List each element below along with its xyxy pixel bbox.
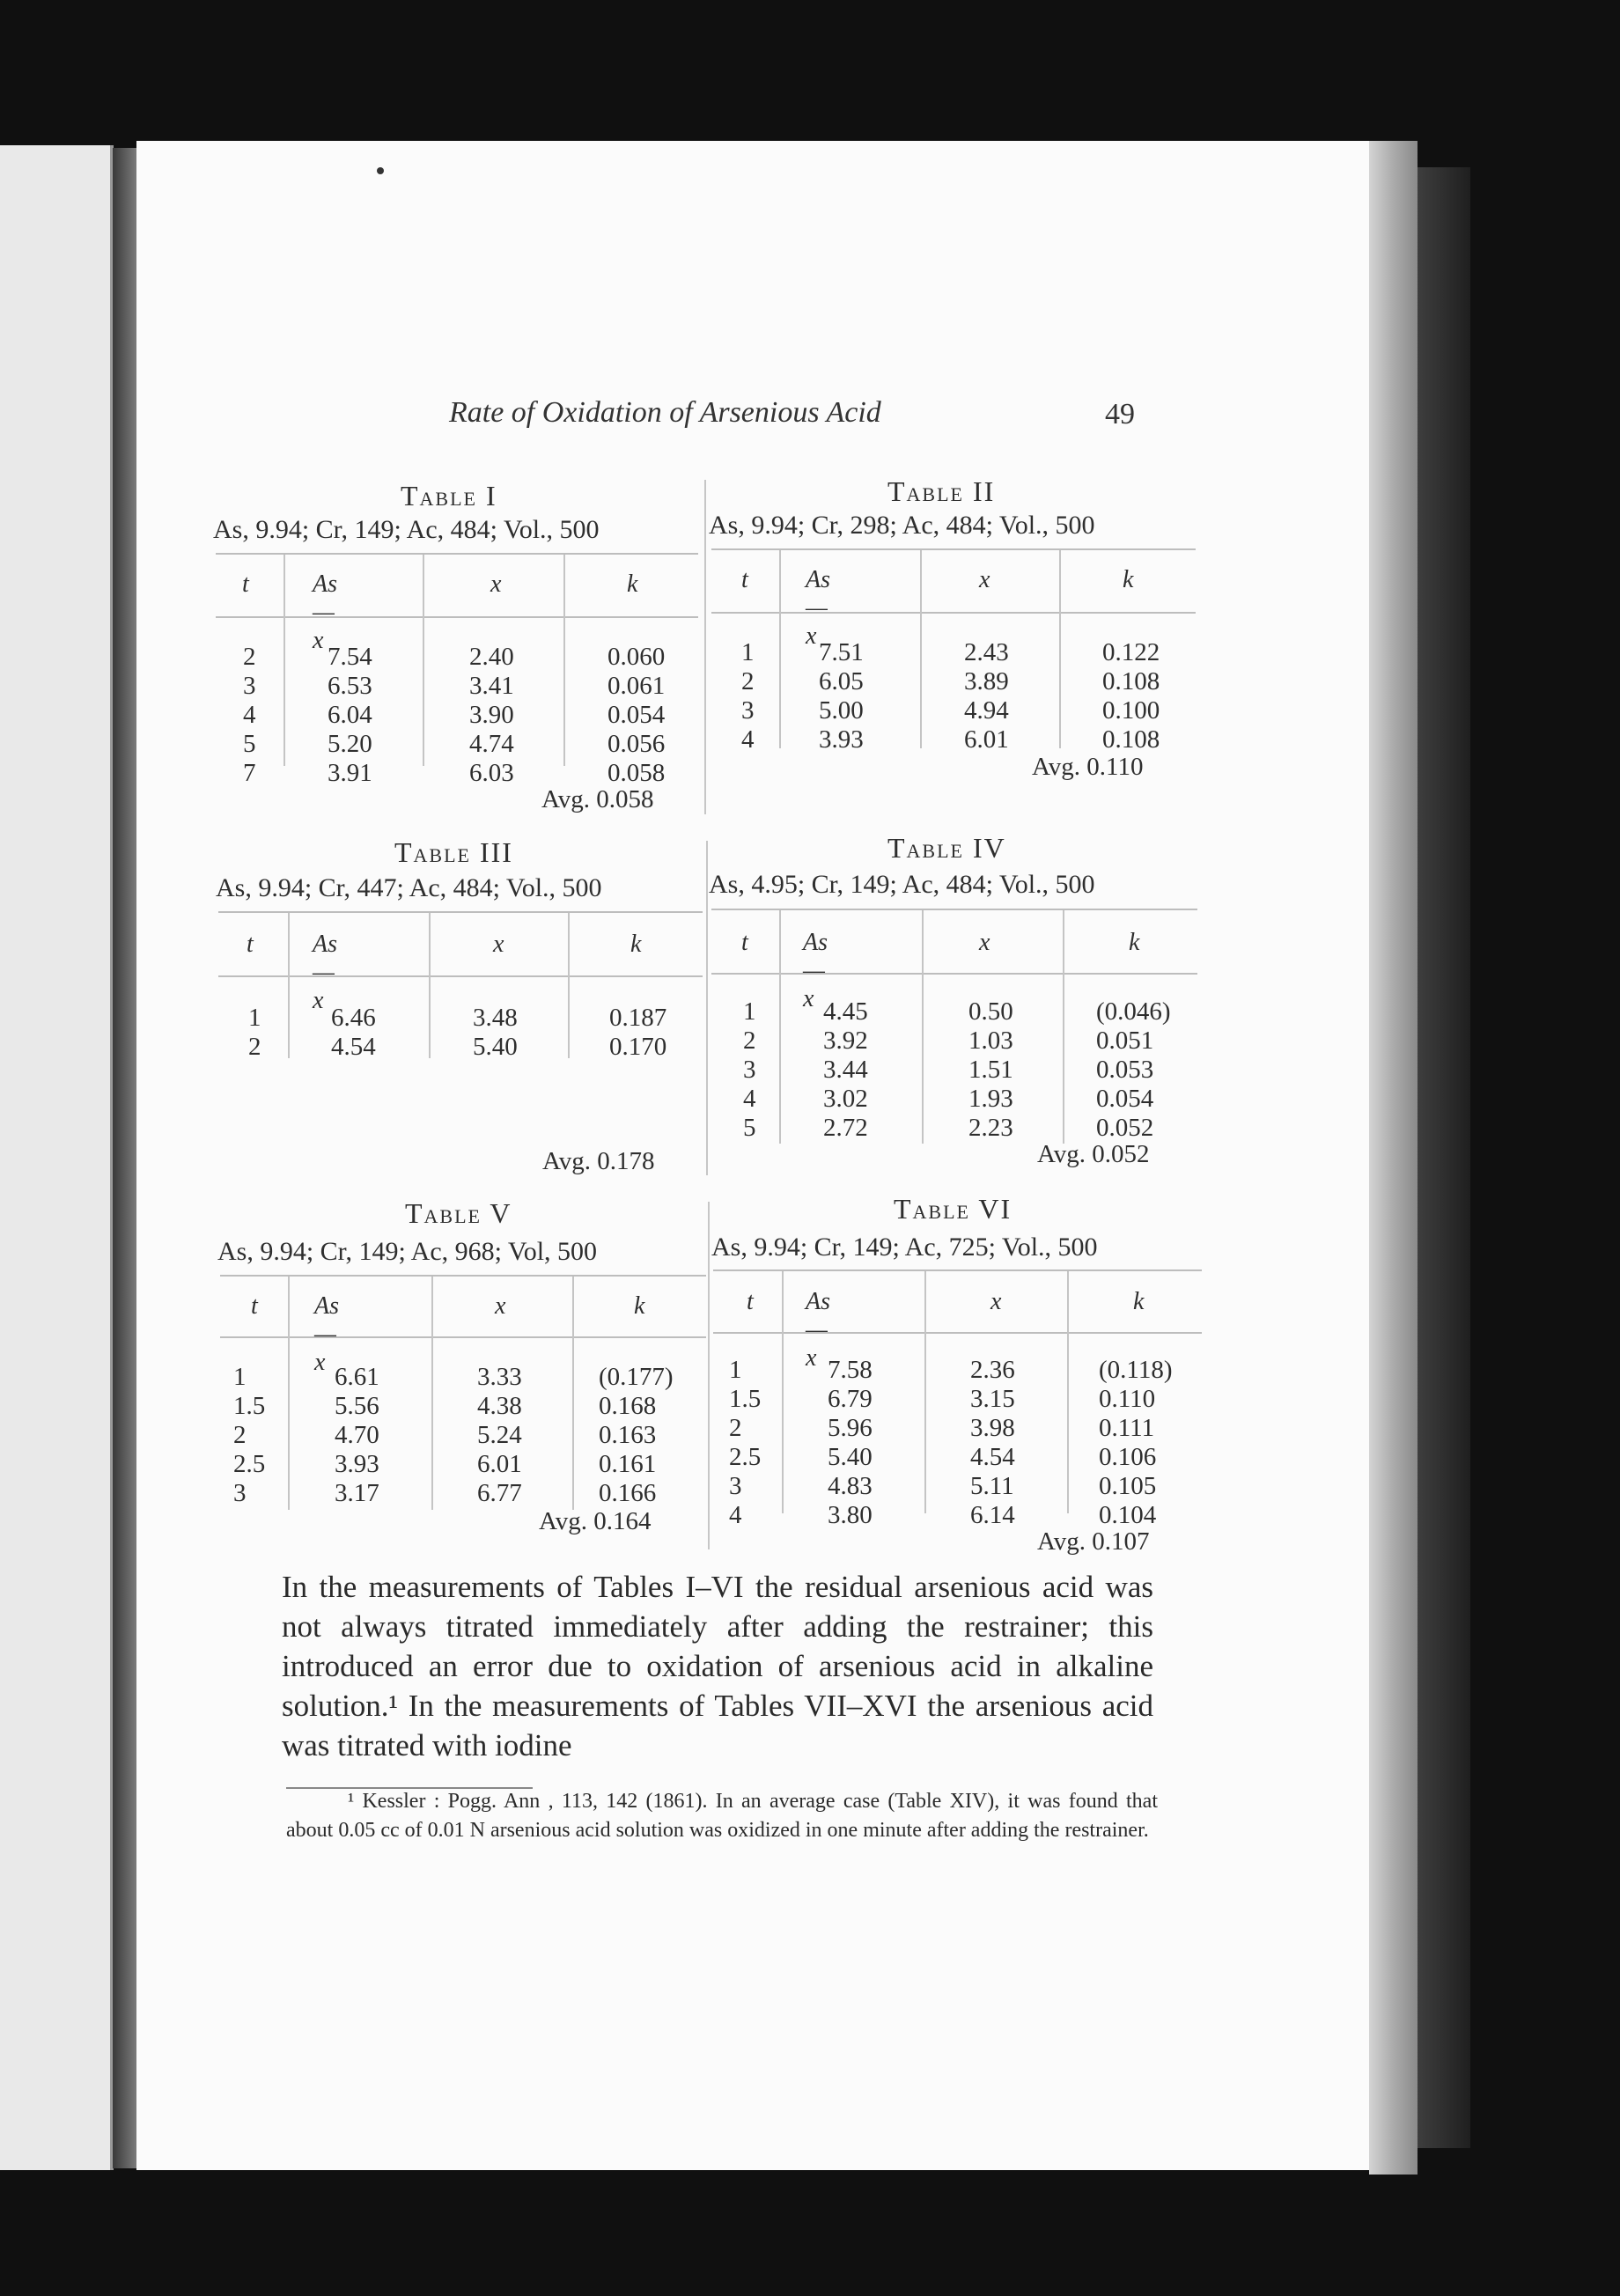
table-col-t: 1 1.5 2 2.5 3 4	[729, 1356, 762, 1529]
col-header-k: k	[634, 1292, 645, 1320]
table-vline	[779, 910, 781, 1144]
col-header-as-minus-x: As — x	[313, 570, 337, 654]
table-rule	[711, 909, 1197, 910]
column-divider	[708, 1202, 710, 1549]
table-col-x: 2.40 3.41 3.90 4.74 6.03	[469, 643, 514, 787]
table-vline	[782, 1271, 784, 1513]
col-header-t: t	[251, 1292, 258, 1320]
table-rule	[711, 973, 1197, 975]
table-average: Avg. 0.107	[1037, 1527, 1150, 1556]
col-header-x: x	[493, 931, 504, 958]
table-rule	[220, 1275, 706, 1277]
table-vline	[1063, 910, 1064, 1144]
col-header-k: k	[1133, 1288, 1145, 1315]
ink-speck	[377, 167, 384, 174]
table-vline	[1059, 550, 1061, 748]
footnote-text: ¹ Kessler : Pogg. Ann , 113, 142 (1861). In an average case (Table XIV), it was found that about 0.05 cc of 0.01 N arsenious acid solution was oxidized in one minute after adding the restrainer.	[286, 1790, 1158, 1842]
table-col-as-minus-x: 4.45 3.92 3.44 3.02 2.72	[823, 997, 868, 1142]
table-col-as-minus-x: 7.54 6.53 6.04 5.20 3.91	[328, 643, 372, 787]
col-header-k: k	[1129, 929, 1140, 956]
col-header-t: t	[242, 570, 249, 598]
table-rule	[216, 553, 698, 555]
col-header-t: t	[741, 929, 748, 956]
table-col-as-minus-x: 6.61 5.56 4.70 3.93 3.17	[335, 1363, 379, 1507]
table-average: Avg. 0.178	[542, 1147, 655, 1175]
table-rule	[713, 1269, 1202, 1271]
col-header-as-minus-x: As — x	[313, 931, 337, 1014]
col-header-x: x	[979, 929, 990, 956]
col-header-x: x	[495, 1292, 506, 1320]
col-header-k: k	[630, 931, 642, 958]
col-header-as-minus-x: As — x	[806, 566, 830, 650]
table-average: Avg. 0.052	[1037, 1140, 1150, 1168]
page-stack-edge	[1369, 141, 1418, 2175]
col-header-as-minus-x: As — x	[806, 1288, 830, 1372]
table-col-x: 2.36 3.15 3.98 4.54 5.11 6.14	[970, 1356, 1015, 1529]
table-vline	[572, 1277, 574, 1510]
table-average: Avg. 0.164	[539, 1507, 652, 1535]
table-vline	[288, 1277, 290, 1510]
table-conditions: As, 9.94; Cr, 149; Ac, 484; Vol., 500	[213, 515, 600, 544]
book-gutter	[113, 148, 137, 2168]
col-header-as-minus-x: As — x	[314, 1292, 339, 1376]
table-rule	[220, 1336, 706, 1338]
table-col-t: 1 1.5 2 2.5 3	[233, 1363, 266, 1507]
table-vline	[288, 913, 290, 1058]
table-conditions: As, 9.94; Cr, 149; Ac, 968; Vol, 500	[217, 1237, 598, 1266]
table-col-k: 0.060 0.061 0.054 0.056 0.058	[608, 643, 666, 787]
table-vline	[563, 555, 565, 766]
table-conditions: As, 4.95; Cr, 149; Ac, 484; Vol., 500	[709, 870, 1095, 899]
table-title: Table IV	[887, 832, 1006, 864]
table-col-x: 3.33 4.38 5.24 6.01 6.77	[477, 1363, 522, 1507]
table-rule	[711, 612, 1196, 614]
table-col-x: 0.50 1.03 1.51 1.93 2.23	[968, 997, 1013, 1142]
table-rule	[713, 1332, 1202, 1334]
table-vline	[423, 555, 424, 766]
table-col-k: (0.177) 0.168 0.163 0.161 0.166	[599, 1363, 674, 1507]
table-rule	[711, 548, 1196, 550]
table-title: Table II	[887, 475, 996, 507]
table-rule	[218, 975, 703, 977]
table-col-as-minus-x: 7.58 6.79 5.96 5.40 4.83 3.80	[828, 1356, 873, 1529]
table-col-x: 3.48 5.40	[473, 1004, 518, 1061]
table-average: Avg. 0.110	[1032, 753, 1144, 781]
table-vline	[284, 555, 285, 766]
table-vline	[920, 550, 922, 748]
table-col-t: 1 2 3 4 5	[743, 997, 756, 1142]
table-col-as-minus-x: 6.46 4.54	[331, 1004, 376, 1061]
table-col-t: 1 2 3 4	[741, 638, 755, 754]
table-title: Table I	[401, 480, 497, 511]
table-col-as-minus-x: 7.51 6.05 5.00 3.93	[819, 638, 864, 754]
table-title: Table III	[394, 836, 513, 868]
facing-page-edge	[0, 145, 114, 2170]
table-conditions: As, 9.94; Cr, 149; Ac, 725; Vol., 500	[711, 1233, 1098, 1262]
table-vline	[924, 1271, 926, 1513]
col-header-k: k	[1123, 566, 1134, 593]
col-header-t: t	[747, 1288, 754, 1315]
table-title: Table V	[405, 1197, 512, 1229]
column-divider	[706, 841, 708, 1175]
table-vline	[431, 1277, 433, 1510]
book-cover-edge	[1418, 167, 1470, 2148]
table-vline	[429, 913, 431, 1058]
col-header-t: t	[247, 931, 254, 958]
table-average: Avg. 0.058	[541, 785, 654, 813]
table-conditions: As, 9.94; Cr, 298; Ac, 484; Vol., 500	[709, 511, 1095, 540]
footnote	[286, 1787, 1158, 1845]
col-header-x: x	[990, 1288, 1002, 1315]
table-col-k: 0.187 0.170	[609, 1004, 667, 1061]
page-number: 49	[1105, 398, 1135, 430]
col-header-as-minus-x: As — x	[803, 929, 828, 1012]
col-header-x: x	[979, 566, 990, 593]
table-title: Table VI	[894, 1193, 1012, 1225]
table-rule	[216, 616, 698, 618]
table-col-t: 1 2	[248, 1004, 261, 1061]
table-conditions: As, 9.94; Cr, 447; Ac, 484; Vol., 500	[216, 873, 602, 902]
table-col-k: (0.118) 0.110 0.111 0.106 0.105 0.104	[1099, 1356, 1173, 1529]
col-header-x: x	[490, 570, 502, 598]
table-rule	[218, 911, 703, 913]
table-vline	[779, 550, 781, 748]
table-col-x: 2.43 3.89 4.94 6.01	[964, 638, 1009, 754]
book-page	[136, 141, 1369, 2170]
running-head: Rate of Oxidation of Arsenious Acid	[449, 396, 881, 429]
col-header-k: k	[627, 570, 638, 598]
table-vline	[1067, 1271, 1069, 1513]
table-col-k: (0.046) 0.051 0.053 0.054 0.052	[1096, 997, 1171, 1142]
table-vline	[922, 910, 924, 1144]
table-col-k: 0.122 0.108 0.100 0.108	[1102, 638, 1160, 754]
table-col-t: 2 3 4 5 7	[243, 643, 256, 787]
col-header-t: t	[741, 566, 748, 593]
body-paragraph: In the measurements of Tables I–VI the residual arsenious acid was not always titrated immediately after adding the restrainer; this introduced an error due to oxidation of arsenious acid in alkaline solution.¹ In the measurements of Tables VII–XVI the arsenious acid was titrated with iodine	[282, 1570, 1153, 1762]
table-vline	[568, 913, 570, 1058]
column-divider	[704, 480, 706, 814]
